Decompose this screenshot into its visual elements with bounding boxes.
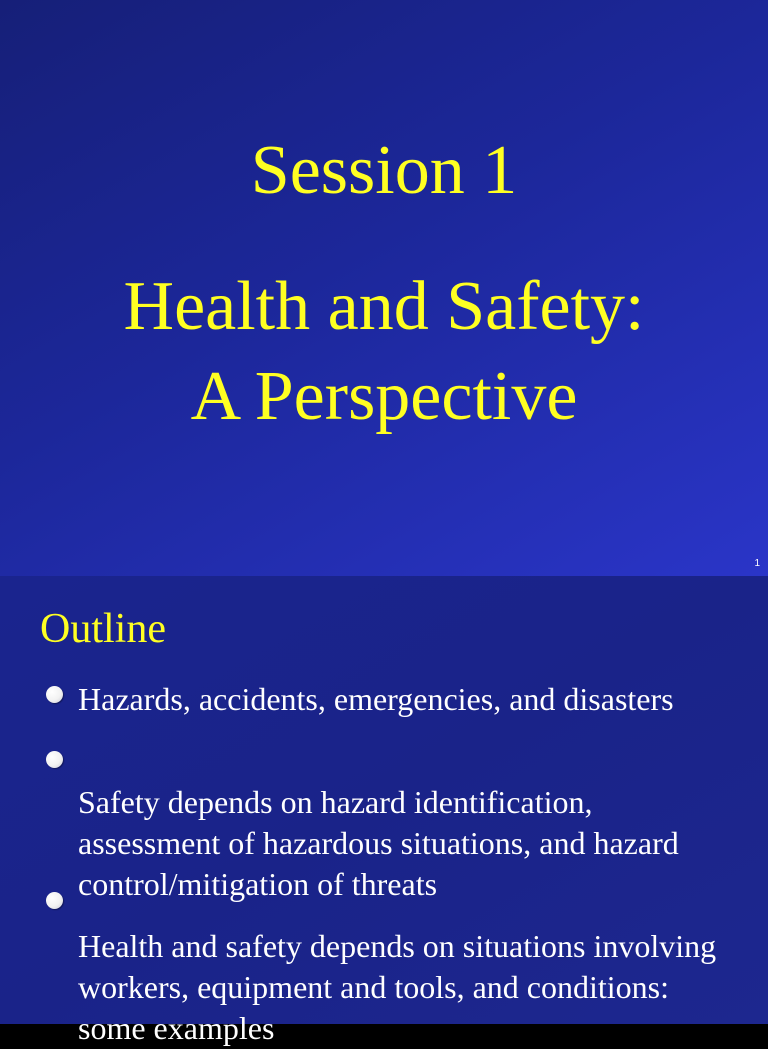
outline-item-safety: Safety depends on hazard identification, assessment of hazardous situations, and hazard control/mitigation of threats xyxy=(78,784,679,902)
outline-slide xyxy=(0,576,768,1046)
main-title-line-2: A Perspective xyxy=(190,358,578,435)
session-title: Session 1 xyxy=(250,132,518,209)
outline-item-hazards: Hazards, accidents, emergencies, and disasters xyxy=(78,681,674,717)
outline-heading: Outline xyxy=(40,606,166,652)
main-title-line-1: Health and Safety: xyxy=(123,268,645,345)
bullet-icon xyxy=(46,686,63,703)
slide-page-number: 1 xyxy=(754,558,760,569)
outline-item-health-and-safety: Health and safety depends on situations involving workers, equipment and tools, and conditions: some examples xyxy=(78,928,717,1046)
bullet-icon xyxy=(46,892,63,909)
bullet-icon xyxy=(46,751,63,768)
